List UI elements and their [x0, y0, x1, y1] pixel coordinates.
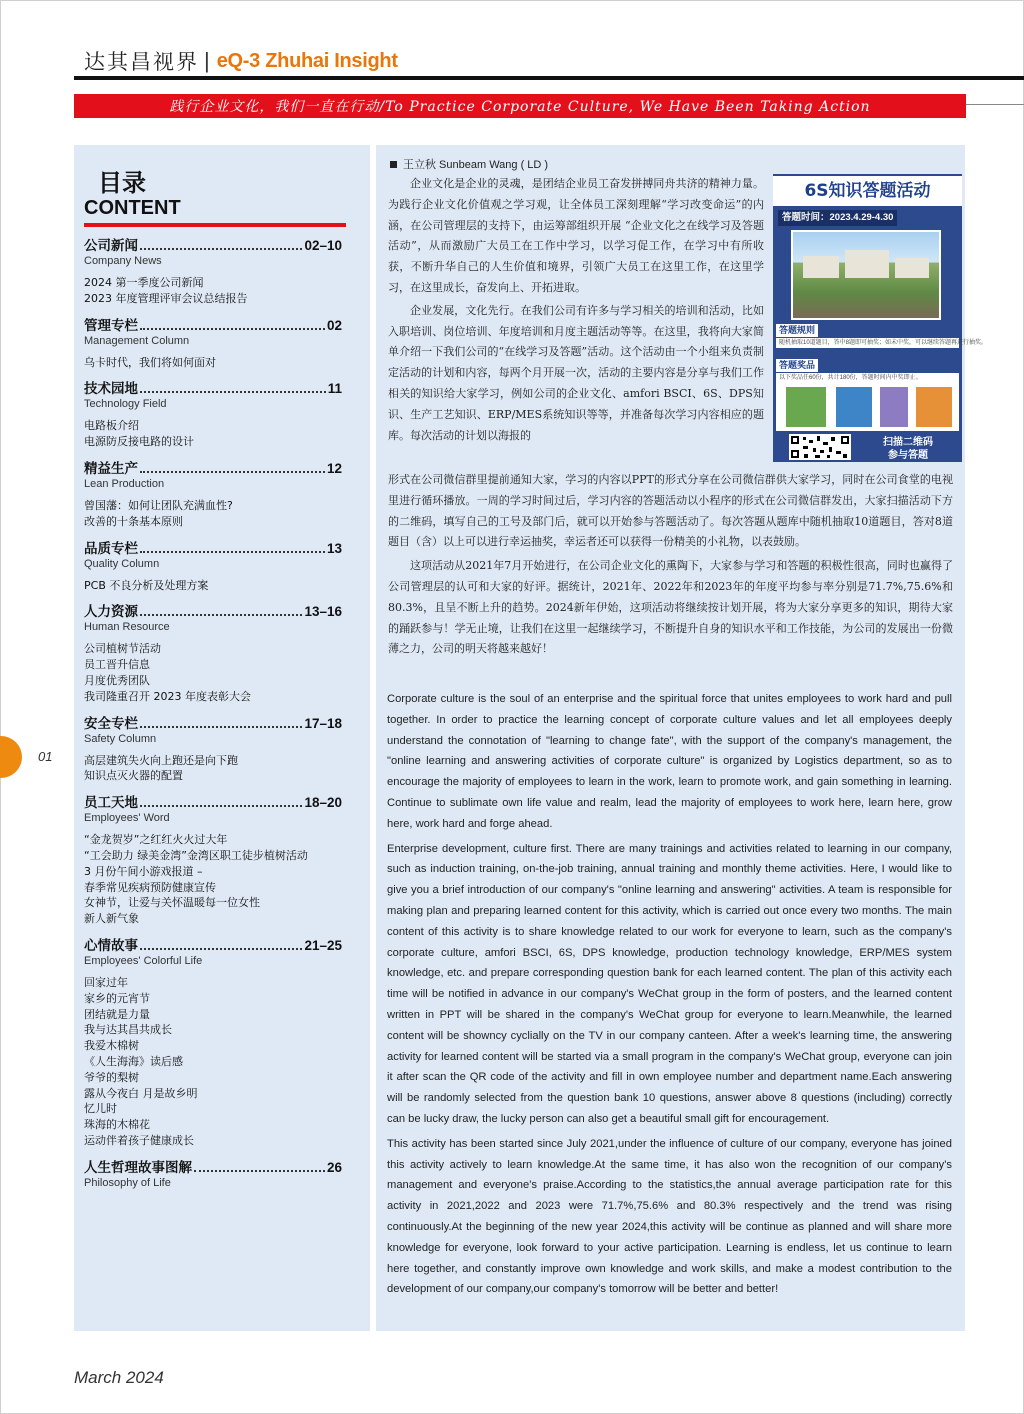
toc-section-subtitle: Safety Column — [84, 732, 157, 745]
toc-dot-leader — [140, 726, 302, 728]
article-en — [387, 689, 952, 1304]
toc-item[interactable]: 家乡的元宵节 — [84, 991, 150, 1005]
toc-section-page: 12 — [326, 460, 342, 476]
toc-section-page: 13–16 — [304, 604, 342, 620]
activity-poster — [773, 174, 988, 462]
toc-item[interactable]: 忆儿时 — [84, 1102, 117, 1116]
page-number: 01 — [38, 749, 53, 764]
toc-section-heading[interactable] — [84, 1156, 342, 1176]
toc-rule — [84, 223, 346, 227]
toc-item[interactable]: 女神节，让爱与关怀温暖每一位女性 — [84, 896, 260, 910]
toc-item[interactable]: 回家过年 — [84, 975, 128, 989]
toc-section-title: 管理专栏 — [84, 317, 138, 334]
article-cn-paragraph: 形式在公司微信群里提前通知大家，学习的内容以PPT的形式分享在公司微信群供大家学习，同时在公司食堂的电视里进行循环播放。一周的学习时间过后，学习内容的答题活动以小程序的形式在公司微信群发出，大家扫描活动下方的二维码，填写自己的工号及部门后，就可以开始参与答题活动了。每次答题从题库中随机抽取10道题目，答对8道题目（含）以上可以进行幸运抽奖，幸运者还可以获得一份精美的小礼物，以表鼓励。 — [388, 473, 953, 549]
toc-section-items — [84, 641, 360, 704]
toc-section-subtitle: Philosophy of Life — [84, 1176, 171, 1189]
article — [376, 145, 988, 1331]
snack-gift-icon — [916, 387, 952, 427]
toc-section-title: 心情故事 — [84, 937, 138, 954]
toc-section-title: 公司新闻 — [84, 238, 138, 254]
toc-item[interactable]: 月度优秀团队 — [84, 673, 150, 687]
gift-box-icon — [836, 387, 872, 427]
toc-section-heading[interactable] — [84, 934, 342, 954]
toc-section-items — [84, 975, 360, 1149]
toc-item[interactable]: 高层建筑失火向上跑还是向下跑 — [84, 753, 238, 767]
toc-section-subtitle: Technology Field — [84, 398, 167, 411]
toc-section-subtitle: Quality Column — [84, 557, 160, 570]
toc-item[interactable]: 运动伴着孩子健康成长 — [84, 1133, 194, 1147]
toc-section-page: 26 — [326, 1159, 342, 1175]
toc-section-items — [84, 753, 360, 785]
article-banner — [74, 94, 966, 118]
toc-section — [84, 934, 360, 1149]
toc-dot-leader — [140, 948, 302, 950]
toc-section-title: 员工天地 — [84, 795, 138, 812]
toc-dot-leader — [140, 328, 325, 330]
banner-text: 践行企业文化，我们一直在行动/To Practice Corporate Culture, We Have Been Taking Action — [169, 99, 871, 115]
toc-section-title: 人生哲理故事图解 — [84, 1159, 192, 1176]
gadget-gift-icon — [880, 387, 908, 427]
toc-section-subtitle: Employees' Word — [84, 812, 170, 825]
masthead-title-cn: 达其昌视界 — [84, 50, 199, 74]
article-en-paragraph: Enterprise development, culture first. There are many trainings and activities related to learning in our company, such as induction training, on-the-job training, annual training and monthly theme activities. Here, I would like to give you a brief introduction of our company's "online learning and answering" activities. A team is responsible for making plan and preparing learned content for this activity, which is carried out once every two months. The main content of this activity is to share knowledge related to our work for everyone to learn, such as the company's corporate culture, amfori BSCI, 6S, DPS knowledge, production technology knowledge, ERP/MES system knowledge, etc. and prepare corresponding question bank for each learned content. The plan of this activity each time will be notified in advance in our company's WeChat group in the form of posters, and the learned content written in PPT will be shared in the company's WeChat group for everyone to learn.Meanwhile, the learned content will be showncy cyclially on the TV in our company canteen. After a week's learning time, the answering activity for learned content will be started via a small program in the company's WeChat group, everyone can join it after scan the QR code of the activity and fill in own employee number and department name.Each answering will be randomly selected from the question bank 10 questions, answer above 8 questions (including) correctly can be lucky draw, the lucky person can also get a beautiful small gift for encouragement. — [387, 842, 952, 1125]
toc-section-heading[interactable] — [84, 377, 342, 397]
toc-section-title: 技术园地 — [84, 381, 138, 398]
toc-sections — [84, 234, 360, 1190]
toc-section-page: 13 — [326, 540, 342, 556]
toc-section-heading[interactable] — [84, 314, 342, 334]
toc-section-subtitle: Lean Production — [84, 477, 165, 490]
toc-section-page: 02–10 — [304, 238, 342, 253]
masthead-title-en: eQ-3 Zhuhai Insight — [216, 49, 398, 72]
poster-date: 答题时间：2023.4.29-4.30 — [778, 210, 897, 226]
article-cn-paragraph: 这项活动从2021年7月开始进行，在公司企业文化的熏陶下，大家参与学习和答题的积极性很高，同时也赢得了公司管理层的认可和大家的好评。据统计，2021年、2022年和2023年的年度平均参与率分别是71.7%,75.6%和80.3%，且呈不断上升的趋势。2024新年伊始，这项活动将继续按计划开展，将为大家分享更多的知识，期待大家的踊跃参与！学无止境，让我们在这里一起继续学习，不断提升自身的知识水平和工作技能，为公司的发展出一份微薄之力，公司的明天将越来越好！ — [388, 559, 953, 656]
campus-photo — [791, 230, 941, 320]
toc-section-items — [84, 578, 360, 594]
header-rule — [74, 76, 1024, 80]
toc-section — [84, 537, 360, 594]
toc-dot-leader — [140, 551, 325, 553]
toc-section-page: 17–18 — [304, 715, 342, 731]
poster-rules-text: 随机抽取10道题目，答中8题即可抽奖；如未中奖，可以继续答题再进行抽奖。 — [776, 338, 959, 348]
poster-rules-label: 答题规则 — [776, 324, 818, 337]
article-cn-top — [388, 174, 764, 446]
toc-item[interactable]: 珠海的木棉花 — [84, 1118, 150, 1132]
toc-item[interactable]: 《人生海海》读后感 — [84, 1054, 183, 1068]
toc-item[interactable]: 知识点灭火器的配置 — [84, 769, 183, 783]
toc-item[interactable]: 我司隆重召开 2023 年度表彰大会 — [84, 689, 251, 703]
toc-section-items — [84, 275, 360, 307]
toc-section-heading[interactable] — [84, 600, 342, 620]
toc-title-cn: 目录 — [98, 169, 146, 197]
poster-scan-caption — [863, 436, 953, 462]
toc-title-en: CONTENT — [84, 197, 181, 219]
toc-section-title: 安全专栏 — [84, 715, 138, 732]
tea-gift-icon — [786, 387, 826, 427]
footer-date: March 2024 — [74, 1368, 164, 1387]
toc-section-page: 11 — [327, 381, 342, 397]
toc-section — [84, 234, 360, 307]
toc-section — [84, 791, 360, 927]
article-en-paragraph: Corporate culture is the soul of an enterprise and the spiritual force that unites employees to work hard and pull together. In order to practice the learning concept of corporate culture values and let all employees deeply understand the connotation of "learning to change fate", with the support of the company's management, the "online learning and answering activities of corporate culture" is organized by Logistics department, so as to encourage the majority of employees to learn in the work, learn to promote work, and gain something in learning. Continue to sublimate own life value and realm, lead the majority of employees to work here, learn here, grow here, work hard and forge ahead. — [387, 693, 952, 830]
toc-item[interactable]: 露从今夜白 月是故乡明 — [84, 1086, 198, 1100]
toc-section-items — [84, 355, 360, 371]
toc-item[interactable]: 公司植树节活动 — [84, 642, 161, 656]
scan-line-2: 参与答题 — [888, 450, 928, 461]
toc-dot-leader — [140, 614, 302, 616]
toc-section-subtitle: Employees' Colorful Life — [84, 954, 203, 967]
toc-section-heading[interactable] — [84, 234, 342, 254]
toc-section-heading[interactable] — [84, 791, 342, 811]
toc-item[interactable]: 团结就是力量 — [84, 1007, 150, 1021]
toc-item[interactable]: 3 月份午间小游戏报道 – — [84, 864, 203, 878]
toc-section — [84, 377, 360, 450]
toc-item[interactable]: 改善的十条基本原则 — [84, 514, 183, 528]
poster-prize-text: 以下奖品任60份，共计180份，答题时间内中奖即止。 — [776, 373, 959, 383]
toc-section — [84, 314, 360, 371]
toc-item[interactable]: 新人新气象 — [84, 912, 139, 926]
toc-item[interactable]: 春季常见疾病预防健康宣传 — [84, 880, 216, 894]
toc-section-items — [84, 418, 360, 450]
toc-section — [84, 712, 360, 785]
table-of-contents — [74, 145, 370, 1331]
toc-dot-leader — [194, 1170, 325, 1172]
masthead — [84, 44, 398, 78]
bullet-square-icon — [390, 161, 397, 168]
toc-item[interactable]: 我与达其昌共成长 — [84, 1023, 172, 1037]
toc-section-page: 02 — [326, 317, 342, 333]
toc-section-heading[interactable] — [84, 712, 342, 732]
article-cn-paragraph: 企业文化是企业的灵魂，是团结企业员工奋发拼搏同舟共济的精神力量。为践行企业文化价值观之学习观，让全体员工深刻理解“学习改变命运”的内涵，在公司管理层的支持下，由运筹部组织开展 “企业文化之在线学习及答题活动”，从而激励广大员工在工作中学习，以学习促工作，在学习中有所收获，不断升华自己的人生价值和境界，引领广大员工在这里工作，在这里学习，在这里成长，奋发向上、开拓进取。 — [388, 177, 764, 294]
toc-section-items — [84, 498, 360, 530]
scan-line-1: 扫描二维码 — [883, 437, 933, 448]
toc-dot-leader — [140, 805, 302, 807]
toc-item[interactable]: 2023 年度管理评审会议总结报告 — [84, 291, 248, 305]
toc-item[interactable]: 电源防反接电路的设计 — [84, 435, 194, 449]
toc-section-title: 品质专栏 — [84, 540, 138, 557]
toc-section-title: 精益生产 — [84, 460, 138, 477]
toc-item[interactable]: 乌卡时代，我们将如何面对 — [84, 355, 216, 369]
toc-section-subtitle: Human Resource — [84, 621, 170, 634]
toc-section-title: 人力资源 — [84, 604, 138, 621]
qr-code-icon — [789, 434, 851, 460]
toc-section-subtitle: Management Column — [84, 334, 190, 347]
article-cn-full — [388, 470, 953, 660]
toc-item[interactable]: “金龙贺岁”之红红火火过大年 — [84, 833, 228, 847]
poster-prize-label: 答题奖品 — [776, 359, 818, 372]
masthead-separator: | — [204, 48, 210, 73]
toc-dot-leader — [140, 248, 302, 250]
article-cn-paragraph: 企业发展，文化先行。在我们公司有许多与学习相关的培训和活动，比如入职培训、岗位培训、年度培训和月度主题活动等等。在这里，我将向大家简单介绍一下我们公司的“在线学习及答题”活动。这个活动由一个小组来负责制定活动的计划和内容，每两个月开展一次，活动的主要内容是分享与我们工作相关的知识给大家学习，例如公司的企业文化、amfori BSCI、6S、DPS知识、生产工艺知识、ERP/MES系统知识等等，并准备每次学习内容相应的题库。每次活动的计划以海报的 — [388, 303, 764, 442]
toc-item[interactable]: 电路板介绍 — [84, 419, 139, 433]
toc-dot-leader — [140, 391, 326, 393]
toc-section-page: 21–25 — [304, 937, 342, 953]
toc-section-items — [84, 832, 360, 927]
prize-images — [776, 383, 959, 431]
toc-item[interactable]: 曾国藩：如何让团队充满血性? — [84, 498, 233, 512]
toc-item[interactable]: 我爱木棉树 — [84, 1039, 139, 1053]
toc-item[interactable]: 员工晋升信息 — [84, 658, 150, 672]
byline-text: 王立秋 Sunbeam Wang ( LD ) — [403, 159, 549, 171]
toc-section-page: 18–20 — [304, 795, 342, 811]
toc-section — [84, 1156, 360, 1190]
toc-section — [84, 457, 360, 530]
toc-item[interactable]: 2024 第一季度公司新闻 — [84, 276, 204, 289]
toc-item[interactable]: “工会助力 绿美金湾”金湾区职工徒步植树活动 — [84, 848, 308, 862]
toc-section — [84, 600, 360, 704]
poster-title: 6S知识答题活动 — [773, 176, 962, 206]
toc-item[interactable]: 爷爷的梨树 — [84, 1070, 139, 1084]
toc-item[interactable]: PCB 不良分析及处理方案 — [84, 578, 209, 592]
article-byline — [390, 156, 548, 172]
toc-section-heading[interactable] — [84, 457, 342, 477]
article-en-paragraph: This activity has been started since July 2021,under the influence of culture of our company, everyone has joined this activity actively to learn knowledge.At the same time, it has also won the recognition of our company's management and everyone's praise.According to the statistics,the annual average participation rate for this activity in 2021,2022 and 2023 were 71.7%,75.6% and 80.3% respectively and the trend was rising continuously.At the beginning of the new year 2024,this activity will be continue as planned and will share more knowledge for everyone, look forward to your active participation. Learning is endless, let us continue to learn here together, and constantly improve own knowledge and work skills, and make a modest contribution to the development of our company,our company's tomorrow will be better and better! — [387, 1137, 952, 1296]
banner-divider — [966, 104, 1024, 105]
toc-section-subtitle: Company News — [84, 255, 162, 267]
toc-dot-leader — [140, 471, 325, 473]
toc-section-heading[interactable] — [84, 537, 342, 557]
